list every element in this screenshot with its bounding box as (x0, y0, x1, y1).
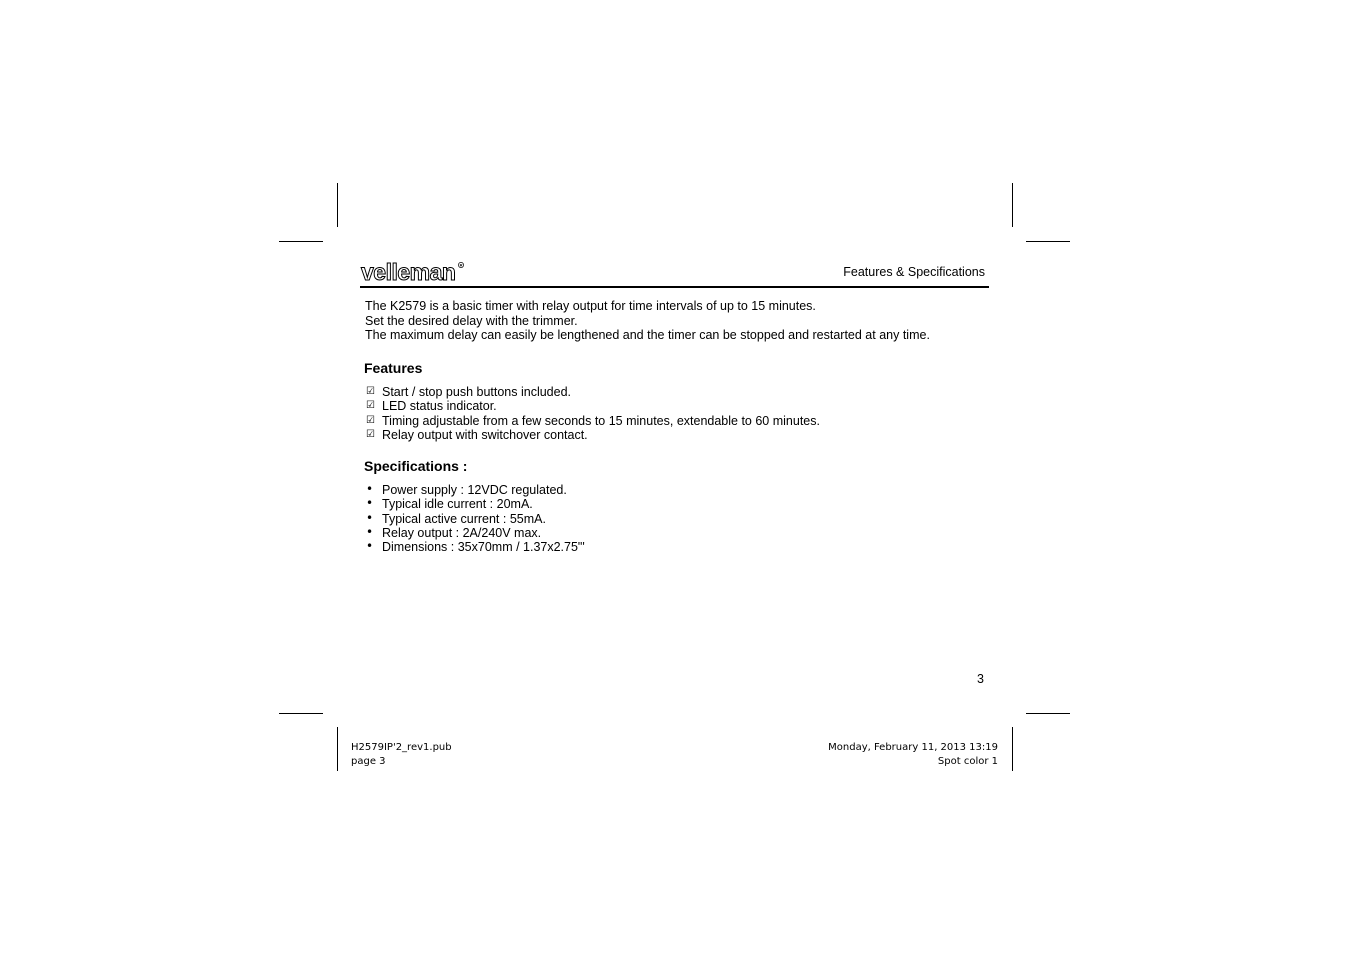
checkbox-checked-icon: ☑ (366, 428, 375, 440)
footer-color: Spot color 1 (937, 756, 998, 767)
list-item: ☑ LED status indicator. (366, 399, 497, 414)
svg-text:velleman: velleman (361, 259, 456, 285)
specifications-list (366, 483, 585, 554)
crop-mark (1012, 727, 1013, 771)
intro-line: The K2579 is a basic timer with relay output for time intervals of up to 15 minutes. (365, 299, 816, 313)
list-item: ☑ Relay output with switchover contact. (366, 427, 588, 442)
bullet-icon: • (366, 496, 374, 511)
features-list (366, 385, 820, 442)
bullet-icon: • (366, 482, 374, 496)
list-item: • Relay output : 2A/240V max. (366, 524, 542, 540)
crop-mark (1026, 241, 1070, 242)
print-footer-right (828, 741, 998, 769)
svg-text:R: R (459, 262, 463, 268)
list-item: • Typical idle current : 20mA. (366, 496, 533, 512)
bullet-icon: • (366, 539, 374, 554)
checkbox-checked-icon: ☑ (366, 386, 375, 397)
checkbox-checked-icon: ☑ (366, 400, 375, 412)
intro-paragraph (365, 299, 930, 343)
crop-mark (337, 727, 338, 771)
features-heading: Features (364, 360, 423, 376)
velleman-logo (360, 259, 470, 285)
crop-mark (279, 713, 323, 714)
list-item: • Power supply : 12VDC regulated. (366, 482, 567, 497)
bullet-icon: • (366, 510, 374, 525)
footer-filename: H2579IP'2_rev1.pub (351, 742, 452, 753)
list-item: ☑ Timing adjustable from a few seconds to 15 minutes, extendable to 60 minutes. (366, 413, 820, 428)
specifications-heading: Specifications : (364, 458, 468, 474)
list-item: • Dimensions : 35x70mm / 1.37x2.75"' (366, 539, 585, 555)
intro-line: Set the desired delay with the trimmer. (365, 313, 578, 328)
list-item: ☑ Start / stop push buttons included. (366, 385, 572, 399)
crop-mark (337, 183, 338, 227)
page-header (360, 259, 989, 288)
crop-mark (1026, 713, 1070, 714)
crop-mark (1012, 183, 1013, 227)
checkbox-checked-icon: ☑ (366, 414, 375, 426)
intro-line: The maximum delay can easily be lengthened and the timer can be stopped and restarted at any time. (365, 328, 930, 342)
footer-datetime: Monday, February 11, 2013 13:19 (828, 742, 998, 753)
page-number: 3 (977, 672, 984, 686)
bullet-icon: • (366, 524, 374, 539)
crop-mark (279, 241, 323, 242)
footer-page: page 3 (351, 756, 386, 767)
header-section-title: Features & Specifications (843, 265, 985, 279)
print-footer-left (351, 741, 452, 769)
list-item: • Typical active current : 55mA. (366, 510, 546, 526)
